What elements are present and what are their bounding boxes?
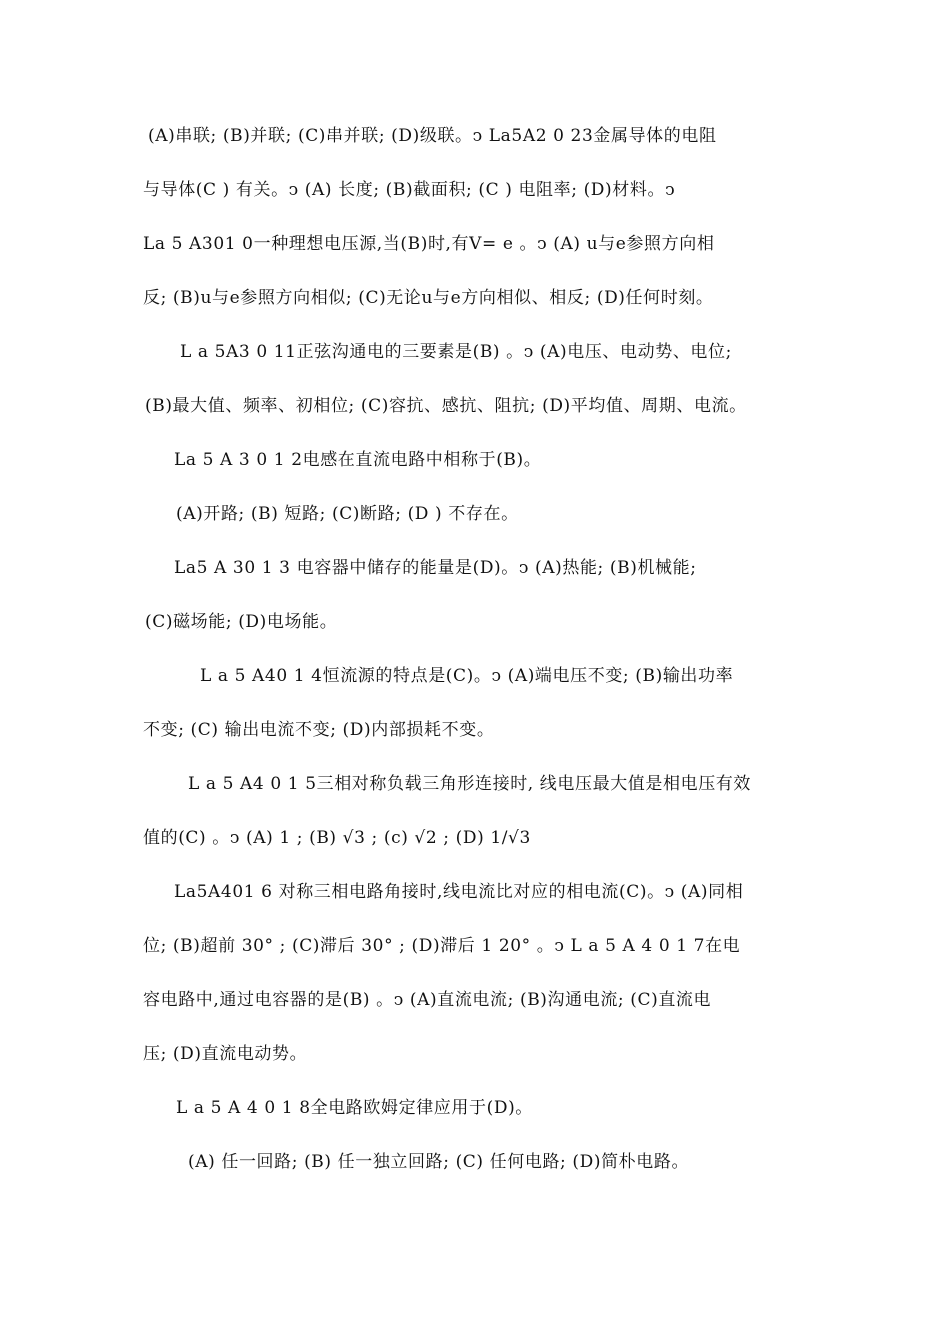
text-line-2: 与导体(C ) 有关。ↄ (A) 长度; (B)截面积; (C ) 电阻率; (D)材料。ↄ xyxy=(143,180,676,200)
text-line-4: 反; (B)u与e参照方向相似; (C)无论u与e方向相似、相反; (D)任何时刻。 xyxy=(143,288,714,308)
text-line-10: (C)磁场能; (D)电场能。 xyxy=(145,612,338,632)
text-line-1: (A)串联; (B)并联; (C)串并联; (D)级联。ↄ La5A2 0 23金属导体的电阻 xyxy=(148,126,717,146)
text-line-6: (B)最大值、频率、初相位; (C)容抗、感抗、阻抗; (D)平均值、周期、电流。 xyxy=(145,396,747,416)
text-line-15: La5A401 6 对称三相电路角接时,线电流比对应的相电流(C)。ↄ (A)同相 xyxy=(174,882,744,902)
text-line-16: 位; (B)超前 30° ; (C)滞后 30° ; (D)滞后 1 20° 。ↄ L a 5 A 4 0 1 7在电 xyxy=(143,936,741,956)
text-line-7: La 5 A 3 0 1 2电感在直流电路中相称于(B)。 xyxy=(174,450,542,470)
text-line-8: (A)开路; (B) 短路; (C)断路; (D ) 不存在。 xyxy=(176,504,519,524)
text-line-9: La5 A 30 1 3 电容器中储存的能量是(D)。ↄ (A)热能; (B)机械能; xyxy=(174,558,697,578)
text-line-3: La 5 A301 0一种理想电压源,当(B)时,有V= e 。ↄ (A) u与e参照方向相 xyxy=(143,234,715,254)
text-line-12: 不变; (C) 输出电流不变; (D)内部损耗不变。 xyxy=(143,720,495,740)
text-line-17: 容电路中,通过电容器的是(B) 。ↄ (A)直流电流; (B)沟通电流; (C)直流电 xyxy=(143,990,712,1010)
text-line-19: L a 5 A 4 0 1 8全电路欧姆定律应用于(D)。 xyxy=(176,1098,533,1118)
text-line-18: 压; (D)直流电动势。 xyxy=(143,1044,308,1064)
text-line-14: 值的(C) 。ↄ (A) 1 ; (B) √3 ; (c) √2 ; (D) 1/√3 xyxy=(143,828,531,848)
text-line-13: L a 5 A4 0 1 5三相对称负载三角形连接时, 线电压最大值是相电压有效 xyxy=(188,774,752,794)
text-line-20: (A) 任一回路; (B) 任一独立回路; (C) 任何电路; (D)简朴电路。 xyxy=(188,1152,690,1172)
text-line-11: L a 5 A40 1 4恒流源的特点是(C)。ↄ (A)端电压不变; (B)输出功率 xyxy=(200,666,734,686)
text-line-5: L a 5A3 0 11正弦沟通电的三要素是(B) 。ↄ (A)电压、电动势、电位; xyxy=(180,342,732,362)
